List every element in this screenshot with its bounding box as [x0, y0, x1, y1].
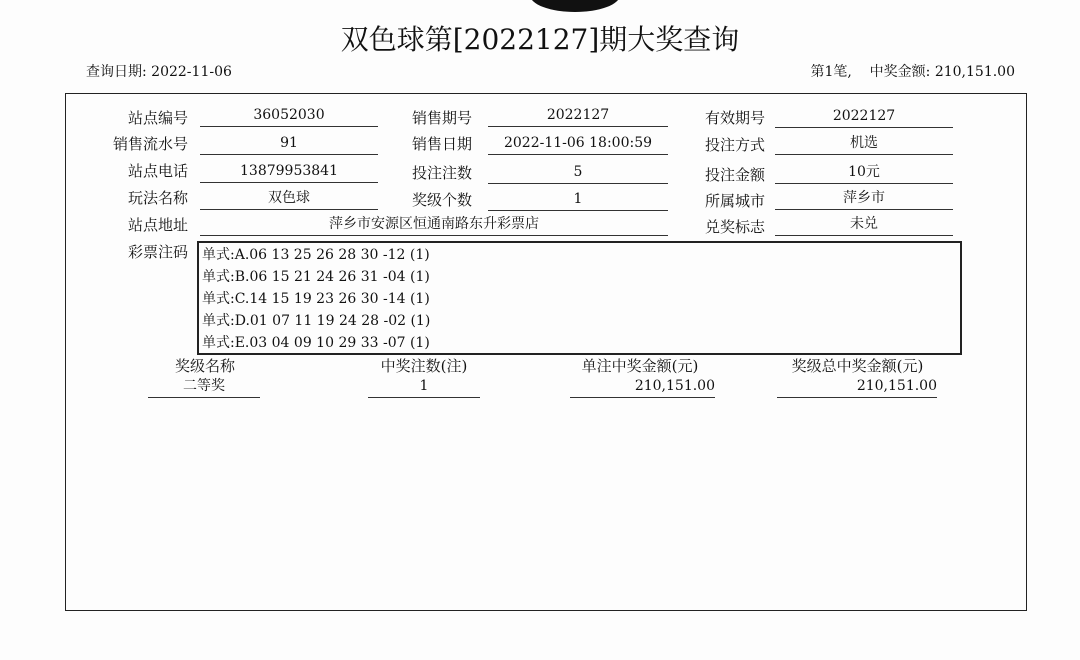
field-label: 投注金额 [704, 166, 765, 184]
field-value: 36052030 [200, 105, 378, 127]
field-value: 双色球 [200, 188, 378, 210]
field-value: 2022127 [775, 106, 953, 128]
field-value: 萍乡市安源区恒通南路东升彩票店 [200, 214, 668, 236]
field-label: 站点编号 [127, 109, 188, 127]
field-value: 未兑 [775, 214, 953, 236]
query-date [86, 61, 232, 81]
field-value: 10元 [775, 162, 953, 184]
field-label: 销售期号 [411, 109, 472, 127]
page-title: 双色球第[2022127]期大奖查询 [340, 23, 740, 56]
field-value: 萍乡市 [775, 188, 953, 210]
field-value: 13879953841 [200, 161, 378, 183]
prize-unit-amount: 210,151.00 [570, 377, 715, 398]
prize-level: 二等奖 [148, 377, 260, 398]
record-index: 第1笔, [810, 64, 852, 80]
code-line: 单式:D.01 07 11 19 24 28 -02 (1) [202, 313, 431, 329]
field-label: 销售流水号 [112, 135, 188, 153]
field-label: 站点电话 [127, 162, 188, 180]
field-value: 1 [488, 189, 668, 211]
field-label: 玩法名称 [127, 189, 188, 207]
query-date-value: 2022-11-06 [151, 64, 232, 80]
prize-header: 奖级名称 [174, 357, 235, 375]
field-value: 5 [488, 162, 668, 184]
field-label: 兑奖标志 [704, 218, 765, 236]
query-date-label: 查询日期: [86, 64, 147, 80]
code-line: 单式:B.06 15 21 24 26 31 -04 (1) [202, 269, 430, 285]
summary [810, 61, 1015, 81]
field-value: 2022-11-06 18:00:59 [488, 133, 668, 155]
code-line: 单式:A.06 13 25 26 28 30 -12 (1) [202, 247, 430, 263]
field-label: 销售日期 [411, 135, 472, 153]
field-label: 奖级个数 [411, 191, 472, 209]
field-value: 机选 [775, 133, 953, 155]
ticket-codes-box [197, 241, 962, 355]
field-label: 有效期号 [704, 109, 765, 127]
field-label: 所属城市 [704, 192, 765, 210]
code-line: 单式:E.03 04 09 10 29 33 -07 (1) [202, 335, 430, 351]
prize-total-amount: 210,151.00 [777, 377, 937, 398]
field-label: 投注方式 [704, 136, 765, 154]
prize-header: 奖级总中奖金额(元) [791, 357, 924, 375]
code-line: 单式:C.14 15 19 23 26 30 -14 (1) [202, 291, 430, 307]
scan-artifact [530, 0, 620, 12]
amount-value: 210,151.00 [934, 64, 1015, 80]
prize-header: 中奖注数(注) [380, 357, 468, 375]
field-label: 站点地址 [127, 216, 188, 234]
field-label: 投注注数 [411, 164, 472, 182]
field-value: 2022127 [488, 105, 668, 127]
prize-count: 1 [368, 377, 480, 398]
prize-header: 单注中奖金额(元) [581, 357, 699, 375]
field-value: 91 [200, 133, 378, 155]
amount-label: 中奖金额: [869, 64, 931, 80]
codes-label: 彩票注码 [127, 243, 188, 261]
